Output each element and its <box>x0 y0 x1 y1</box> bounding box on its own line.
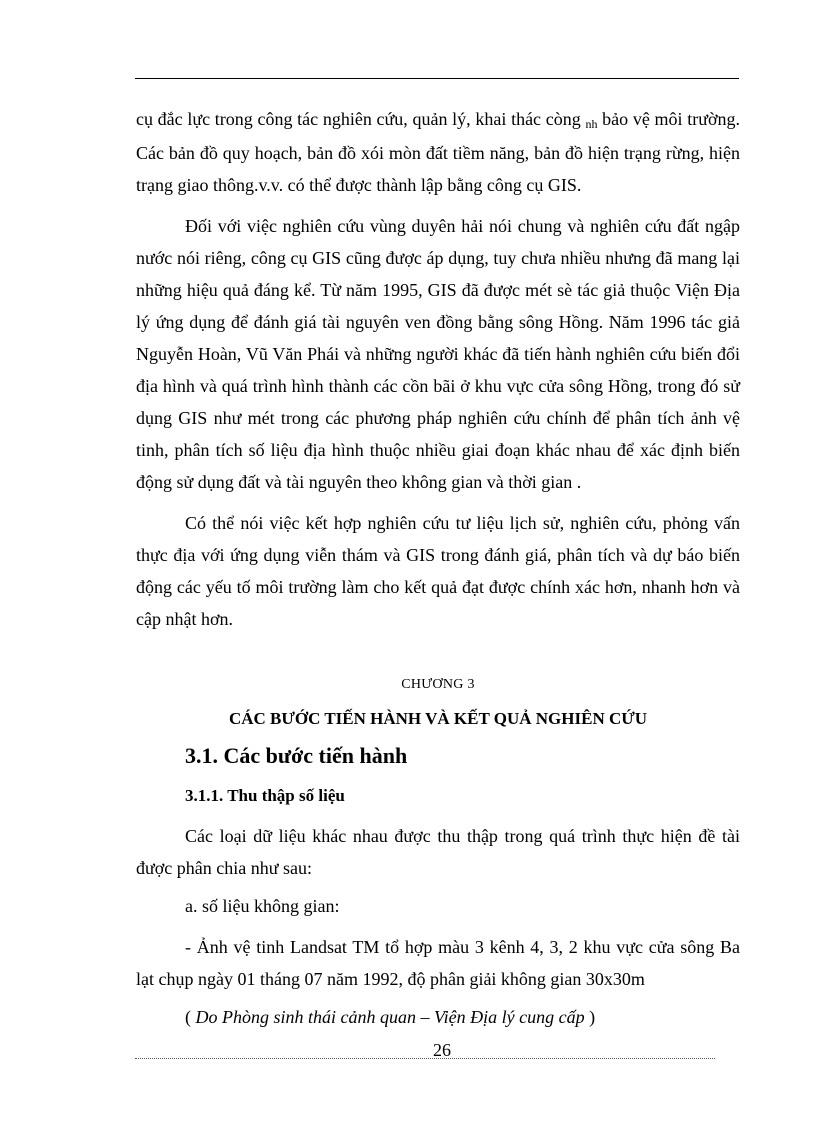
footer-rule <box>135 1058 715 1059</box>
paragraph-text: cụ đắc lực trong công tác nghiên cứu, quản lý, khai thác còng <box>136 109 581 129</box>
paragraph-data-types: Các loại dữ liệu khác nhau được thu thập trong quá trình thực hiện đề tài được phân chia như sau: <box>136 826 740 878</box>
section-heading: 3.1. Các bước tiến hành <box>185 743 408 768</box>
paragraph-text: vệ môi trường. Các bản đồ quy hoạch, bản đồ xói mòn đất tiềm năng, bản đồ hiện trạng rừng, hiện trạng giao thông.v.v. có thể được thành lập bằng công cụ GIS. <box>136 109 740 195</box>
paren-close: ) <box>584 1007 596 1027</box>
paragraph-text: bảo <box>602 109 629 129</box>
bullet-landsat: - Ảnh vệ tinh Landsat TM tổ hợp màu 3 kênh 4, 3, 2 khu vực cửa sông Ba lạt chụp ngày 01 tháng 07 năm 1992, độ phân giải không gian 30x30m <box>136 937 740 989</box>
paragraph-conclusion: Có thể nói việc kết hợp nghiên cứu tư liệu lịch sử, nghiên cứu, phỏng vấn thực địa với ứng dụng viễn thám và GIS trong đánh giá, phân tích và dự báo biến động các yếu tố môi trường làm cho kết quả đạt được chính xác hơn, nhanh hơn và cập nhật hơn. <box>136 513 740 629</box>
source-text: Do Phòng sinh thái cảnh quan – Viện Địa lý cung cấp <box>195 1007 585 1027</box>
chapter-label: CHƯƠNG 3 <box>401 677 475 692</box>
chapter-title: CÁC BƯỚC TIẾN HÀNH VÀ KẾT QUẢ NGHIÊN CỨU <box>228 709 648 728</box>
list-item-spatial: a. số liệu không gian: <box>185 896 340 916</box>
paragraph-continuation <box>136 103 740 201</box>
page-number: 26 <box>433 1040 451 1060</box>
source-note <box>136 1001 740 1033</box>
stray-text: nh <box>585 117 598 131</box>
subsection-heading: 3.1.1. Thu thập số liệu <box>185 786 345 805</box>
paren-open: ( <box>185 1007 196 1027</box>
header-rule <box>135 78 739 79</box>
paragraph-gis-coastal: Đối với việc nghiên cứu vùng duyên hải nói chung và nghiên cứu đất ngập nước nói riêng, công cụ GIS cũng được áp dụng, tuy chưa nhiều nhưng đã mang lại những hiệu quả đáng kể. Từ năm 1995, GIS đã được mét sè tác giả thuộc Viện Địa lý ứng dụng để đánh giá tài nguyên ven đồng bằng sông Hồng. Năm 1996 tác giả Nguyễn Hoàn, Vũ Văn Phái và những người khác đã tiến hành nghiên cứu biến đổi địa hình và quá trình hình thành các cồn bãi ở khu vực cửa sông Hồng, trong đó sử dụng GIS như mét trong các phương pháp nghiên cứu chính để phân tích ảnh vệ tinh, phân tích số liệu địa hình thuộc nhiều giai đoạn khác nhau để xác định biến động sử dụng đất và tài nguyên theo không gian và thời gian . <box>136 216 740 492</box>
page-body <box>136 103 740 1033</box>
